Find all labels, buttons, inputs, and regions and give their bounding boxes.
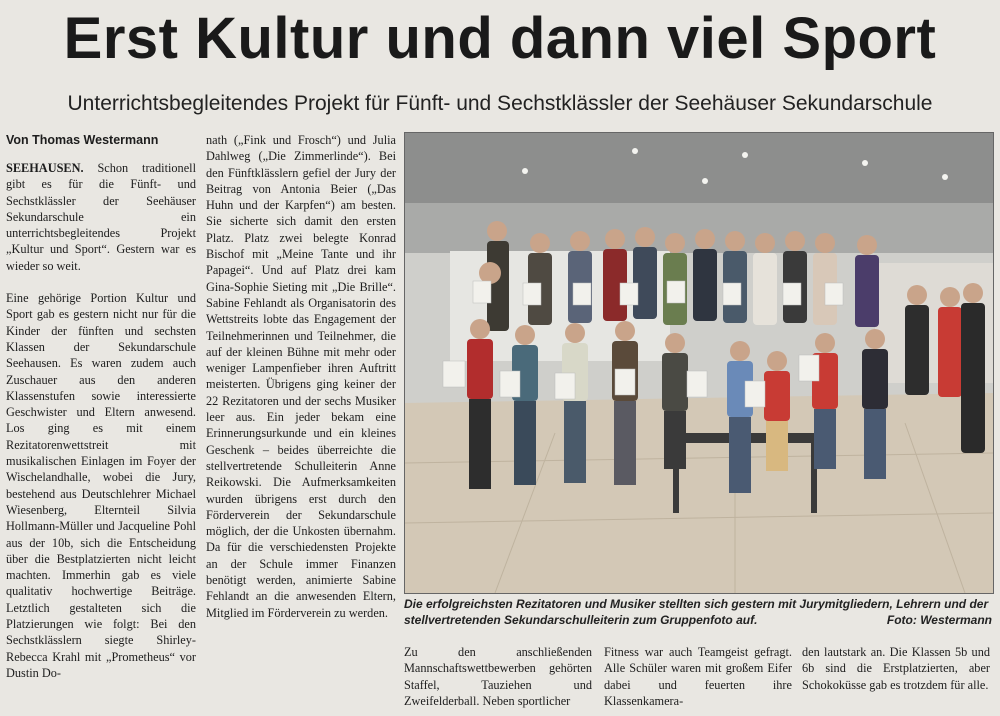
- group-photo-illustration: [405, 133, 993, 593]
- article-column-2: [206, 132, 396, 716]
- bottom-column-3: den lautstark an. Die Klassen 5b und 6b sind die Erstplatzierten, aber Schokoküsse gab es trotzdem für alle.: [802, 645, 990, 692]
- dateline: SEEHAUSEN.: [6, 161, 84, 175]
- bottom-column-1: Zu den anschließenden Mannschaftswettbewerben gehörten Staffel, Tauziehen und Zweifelderball. Neben sportlicher: [404, 645, 592, 708]
- article-column-1: [6, 132, 196, 716]
- byline: Von Thomas Westermann: [6, 133, 159, 147]
- lead-text: Schon traditionell gibt es für die Fünft- und Sechstklässler der Seehäuser Sekundarschule ein unterrichtsbegleitendes Projekt „Kultur und Sport“. Gestern war es wieder so weit.: [6, 161, 196, 273]
- bottom-column-2: Fitness war auch Teamgeist gefragt. Alle Schüler waren mit großem Eifer dabei und feuerten ihre Klassenkamera-: [604, 645, 792, 708]
- body-paragraph: nath („Fink und Frosch“) und Julia Dahlweg („Die Zimmerlinde“). Bei den Fünftklässlern gefiel der Jury der Beitrag von Antonia Beier („Das Huhn und der Karpfen“) am besten. Sie sicherte sich damit den ersten Platz. Platz zwei belegte Konrad Bischof mit „Meine Tante und ihr Papagei“. Und auf Platz drei kam Gina-Sophie Sieting mit „Die Brille“. Sabine Fehlandt als Organisatorin des Wettstreits lobte das Engagement der Teilnehmerinnen und Teilnehmer, die auf der kleinen Bühne mit mehr oder weniger Lampenfieber ihren Auftritt meisterten. Übrigens ging keiner der 22 Rezitatoren und der sechs Musiker leer aus. Ein jeder bekam eine Erinnerungsurkunde und ein kleines Geschenk – beides überreichte die stellvertretende Schulleiterin Anne Reikowski. Die Aufmerksamkeiten wurden übrigens erst durch den Förderverein der Sekundarschule möglich, der die Unkosten übernahm. Da für die verschiedensten Projekte an der Schule immer Finanzen benötigt werden, animierte Sabine Fehlandt an die anwesenden Eltern, Mitglied im Förderverein zu werden.: [206, 133, 396, 620]
- headline: Erst Kultur und dann viel Sport: [63, 6, 937, 71]
- body-paragraph: Eine gehörige Portion Kultur und Sport gab es gestern nicht nur für die Kinder der fünften und sechsten Klassen der Sekundarschule Seehausen. Es waren zudem auch Zuschauer aus den anderen Klassenstufen sowie interessierte Geschwister und Eltern anwesend. Los ging es mit einem Rezitatorenwettstreit mit musikalischen Einlagen im Foyer der Wischelandhalle, wobei die Jury, bestehend aus Deutschlehrer Michael Wiesenberg, Elternteil Silvia Hollmann-Müller und Jacqueline Pohl aus der 10b, sich die Entscheidung über die Bestplatzierten nicht leicht machten. Immerhin gab es viele qualitativ hochwertige Beiträge. Letztlich gestalteten sich die Platzierungen wie folgt: Bei den Sechstklässlern siegte Shirley-Rebecca Krahl mit „Prometheus“ vor Dustin Do-: [6, 291, 196, 680]
- photo-caption: [404, 596, 992, 632]
- lead-paragraph: [6, 160, 196, 274]
- group-photo: [404, 132, 994, 594]
- subheadline: Unterrichtsbegleitendes Projekt für Fünft- und Sechstklässler der Seehäuser Sekundarschule: [67, 92, 933, 115]
- caption-text: Die erfolgreichsten Rezitatoren und Musiker stellten sich gestern mit Jurymitgliedern, Lehrern und der stellvertretenden Sekundarschulleiterin zum Gruppenfoto auf.: [404, 597, 989, 627]
- photo-credit: Foto: Westermann: [886, 613, 992, 627]
